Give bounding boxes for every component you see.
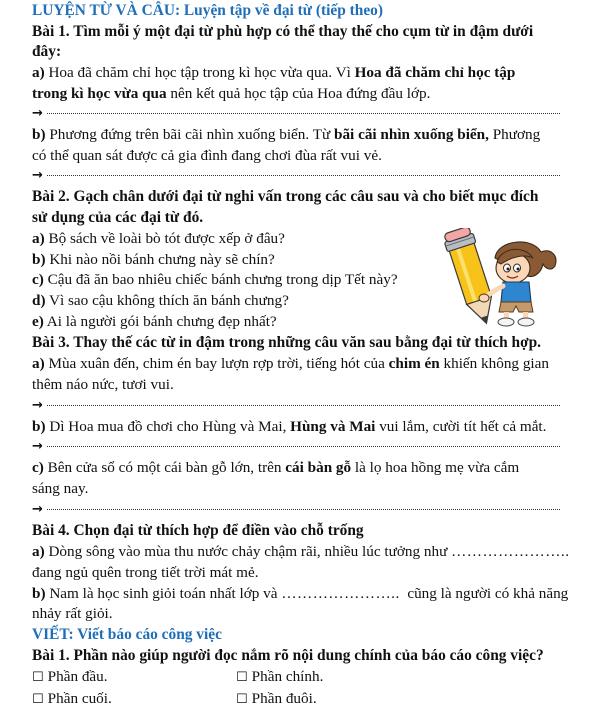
text: Vì sao cậu không thích ăn bánh chưng? bbox=[45, 292, 289, 309]
arrow-right-icon: → bbox=[32, 439, 43, 454]
bai1-a-line2 bbox=[32, 84, 430, 104]
text: khiến không gian bbox=[439, 355, 549, 372]
text: vui lắm, cười tít hết cả mắt. bbox=[375, 418, 547, 435]
option-phan-dau[interactable] bbox=[32, 667, 108, 688]
bold-phrase: Hoa đã chăm chỉ học tập bbox=[354, 64, 516, 81]
arrow-right-icon: → bbox=[32, 106, 43, 121]
dotted-answer-space[interactable] bbox=[47, 445, 560, 447]
item-label: a) bbox=[32, 543, 45, 560]
bai3-a-line1 bbox=[32, 354, 549, 374]
bai2-item bbox=[32, 312, 277, 332]
option-phan-chinh[interactable] bbox=[236, 667, 323, 688]
bai2-item bbox=[32, 270, 398, 290]
checkbox-icon[interactable]: ☐ bbox=[32, 692, 44, 707]
item-label: a) bbox=[32, 64, 45, 81]
bold-phrase: trong kì học vừa qua bbox=[32, 85, 167, 102]
bai2-item bbox=[32, 250, 275, 270]
text: Ai là người gói bánh chưng đẹp nhất? bbox=[43, 313, 277, 330]
checkbox-icon[interactable]: ☐ bbox=[236, 692, 248, 707]
item-label: b) bbox=[32, 126, 46, 143]
arrow-right-icon: → bbox=[32, 398, 43, 413]
answer-line[interactable] bbox=[32, 396, 560, 416]
bai3-a-line2: thêm náo nức, tươi vui. bbox=[32, 376, 174, 393]
viet-bai1-heading: Bài 1. Phần nào giúp người đọc nắm rõ nội dung chính của báo cáo công việc? bbox=[32, 647, 544, 664]
bai1-heading: Bài 1. Tìm mỗi ý một đại từ phù hợp có thể thay thế cho cụm từ in đậm dưới bbox=[32, 23, 534, 40]
dotted-answer-space[interactable] bbox=[47, 174, 560, 176]
option-phan-duoi[interactable] bbox=[236, 689, 317, 710]
bold-phrase: cái bàn gỗ bbox=[285, 459, 352, 476]
text: Bên cửa sổ có một cái bàn gỗ lớn, trên bbox=[43, 459, 286, 476]
answer-line[interactable] bbox=[32, 166, 560, 186]
bold-phrase: Hùng và Mai bbox=[290, 418, 376, 435]
lesson-title: LUYỆN TỪ VÀ CÂU: Luyện tập về đại từ (tiếp theo) bbox=[32, 2, 383, 19]
item-label: a) bbox=[32, 230, 45, 247]
checkbox-icon[interactable]: ☐ bbox=[32, 670, 44, 685]
bai2-heading-cont: sử dụng của các đại từ đó. bbox=[32, 209, 204, 226]
text: Phương đứng trên bãi cãi nhìn xuống biển. Từ bbox=[45, 126, 335, 143]
item-label: b) bbox=[32, 251, 46, 268]
girl-with-pencil-illustration bbox=[437, 228, 587, 328]
bai1-heading-cont: đây: bbox=[32, 43, 62, 60]
bai3-b-line1 bbox=[32, 417, 546, 437]
text: Phương bbox=[488, 126, 541, 143]
bai3-c-line1 bbox=[32, 458, 519, 478]
dotted-answer-space[interactable] bbox=[47, 112, 560, 114]
answer-line[interactable] bbox=[32, 104, 560, 124]
item-label: e) bbox=[32, 313, 44, 330]
text: Dòng sông vào mùa thu nước chảy chậm rãi, nhiều lúc tưởng như bbox=[44, 543, 452, 560]
item-label: b) bbox=[32, 585, 46, 602]
bai4-a-line2: đang ngủ quên trong tiết trời mát mẻ. bbox=[32, 564, 259, 581]
item-label: a) bbox=[32, 355, 45, 372]
option-label: Phần cuối. bbox=[47, 690, 112, 707]
text: Bộ sách về loài bò tót được xếp ở đâu? bbox=[44, 230, 285, 247]
fill-in-blank[interactable]: ………………….. bbox=[281, 585, 400, 602]
option-label: Phần đuôi. bbox=[251, 690, 317, 707]
text: Mùa xuân đến, chim én bay lượn rợp trời, tiếng hót của bbox=[44, 355, 389, 372]
bai3-c-line2: sáng nay. bbox=[32, 480, 89, 497]
checkbox-icon[interactable]: ☐ bbox=[236, 670, 248, 685]
text: Dì Hoa mua đồ chơi cho Hùng và Mai, bbox=[45, 418, 291, 435]
bai1-a-line1 bbox=[32, 63, 515, 83]
bold-phrase: chim én bbox=[388, 355, 440, 372]
item-label: c) bbox=[32, 459, 44, 476]
bai4-b-line1 bbox=[32, 584, 568, 604]
fill-in-blank[interactable]: ………………….. bbox=[451, 543, 570, 560]
bai2-item bbox=[32, 291, 289, 311]
text: Nam là học sinh giỏi toán nhất lớp và bbox=[45, 585, 282, 602]
option-phan-cuoi[interactable] bbox=[32, 689, 112, 710]
item-label: d) bbox=[32, 292, 46, 309]
text: Cậu đã ăn bao nhiêu chiếc bánh chưng trong dịp Tết này? bbox=[43, 271, 398, 288]
bai2-item bbox=[32, 229, 285, 249]
item-label: c) bbox=[32, 271, 44, 288]
arrow-right-icon: → bbox=[32, 502, 43, 517]
bai2-heading: Bài 2. Gạch chân dưới đại từ nghi vấn trong các câu sau và cho biết mục đích bbox=[32, 188, 539, 205]
text: Khi nào nồi bánh chưng này sẽ chín? bbox=[45, 251, 275, 268]
option-label: Phần đầu. bbox=[47, 668, 108, 685]
text: là lọ hoa hồng mẹ vừa cắm bbox=[351, 459, 520, 476]
dotted-answer-space[interactable] bbox=[47, 404, 560, 406]
arrow-right-icon: → bbox=[32, 168, 43, 183]
answer-line[interactable] bbox=[32, 437, 560, 457]
bai1-b-line1 bbox=[32, 125, 540, 145]
text: nên kết quả học tập của Hoa đứng đầu lớp. bbox=[166, 85, 431, 102]
option-label: Phần chính. bbox=[251, 668, 324, 685]
text: Hoa đã chăm chỉ học tập trong kì học vừa qua. Vì bbox=[44, 64, 355, 81]
bai1-b-line2: có thể quan sát được cả gia đình đang chơi đùa rất vui vẻ. bbox=[32, 147, 382, 164]
bai4-a-line1 bbox=[32, 542, 570, 562]
bold-phrase: bãi cãi nhìn xuống biển, bbox=[334, 126, 489, 143]
text: cũng là người có khả năng bbox=[399, 585, 569, 602]
answer-line[interactable] bbox=[32, 500, 560, 520]
bai3-heading: Bài 3. Thay thế các từ in đậm trong những câu văn sau bằng đại từ thích hợp. bbox=[32, 334, 542, 351]
item-label: b) bbox=[32, 418, 46, 435]
viet-section-title: VIẾT: Viết báo cáo công việc bbox=[32, 626, 222, 643]
bai4-b-line2: nhảy rất giỏi. bbox=[32, 605, 113, 622]
bai4-heading: Bài 4. Chọn đại từ thích hợp để điền vào chỗ trống bbox=[32, 522, 364, 539]
dotted-answer-space[interactable] bbox=[47, 508, 560, 510]
